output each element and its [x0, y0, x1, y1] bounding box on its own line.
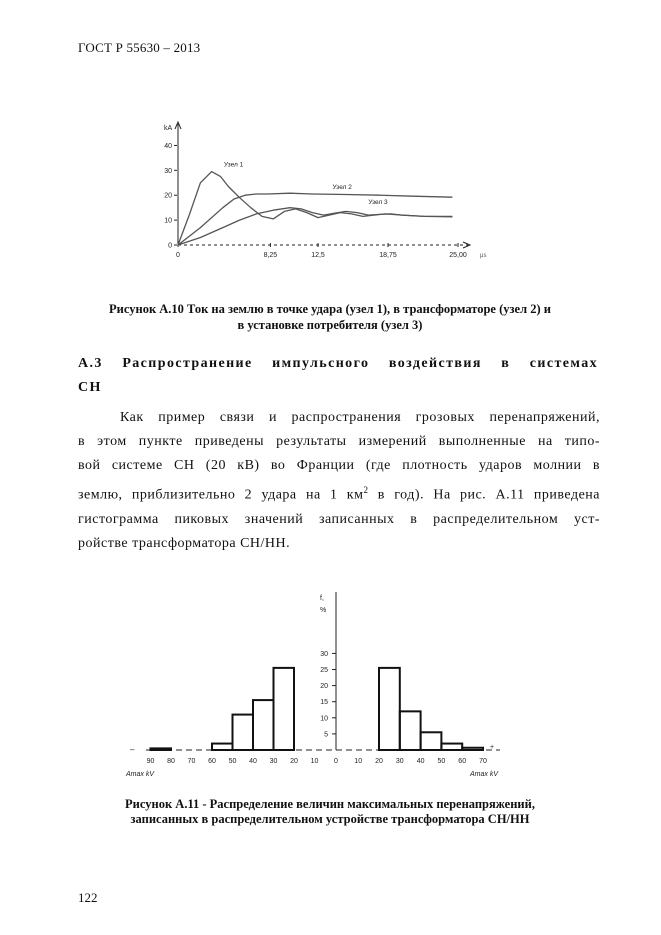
x-tick-label: 70 — [187, 758, 196, 765]
x-tick-label: 0 — [176, 252, 180, 259]
caption-line: в установке потребителя (узел 3) — [237, 318, 423, 332]
x-axis-label-right: Amax kV — [470, 771, 499, 778]
y-tick-label: 20 — [320, 683, 328, 691]
x-tick-label: 25,00 — [449, 252, 467, 259]
series-label: Узел 2 — [332, 184, 352, 191]
y-tick-label: 10 — [164, 217, 172, 225]
x-tick-label: 10 — [354, 758, 363, 765]
x-tick-label: 8,25 — [263, 252, 278, 259]
y-tick-label: 30 — [164, 167, 172, 175]
superscript: 2 — [363, 485, 369, 495]
chart-series — [178, 172, 452, 245]
section-heading — [78, 352, 598, 400]
figure-a11-histogram — [118, 590, 508, 785]
x-unit-label: μs — [480, 253, 487, 259]
x-tick-label: 70 — [479, 758, 487, 765]
page-number: 122 — [78, 890, 98, 905]
series-line — [178, 208, 452, 245]
chart-ticks — [164, 143, 486, 259]
y-tick-label: 15 — [320, 699, 328, 707]
series-line — [178, 172, 452, 245]
paragraph-line: Как пример связи и распространения грозовых перенапряжений, — [120, 410, 600, 425]
document-header: ГОСТ Р 55630 – 2013 — [78, 40, 201, 55]
x-tick-label: 20 — [375, 758, 383, 765]
x-tick-label: 40 — [416, 758, 425, 765]
caption-line: Рисунок А.10 Ток на землю в точке удара (узел 1), в трансформаторе (узел 2) и — [109, 302, 551, 316]
x-tick-label: 60 — [208, 758, 216, 765]
x-tick-label: 10 — [310, 758, 319, 765]
y-tick-label: 10 — [320, 715, 328, 723]
x-tick-label: 0 — [334, 758, 338, 765]
y-axis-unit: % — [320, 607, 327, 614]
x-sign-left: – — [130, 745, 135, 754]
series-label: Узел 1 — [223, 161, 244, 169]
paragraph-line: вой системе СН (20 кВ) во Франции (где плотность ударов молнии в — [78, 458, 600, 473]
section-heading-line: А.3 Распространение импульсного воздействия в системах — [78, 356, 598, 371]
x-tick-label: 12,5 — [311, 252, 325, 259]
y-tick-label: 20 — [164, 192, 172, 200]
series-line — [178, 193, 452, 245]
y-tick-label: 5 — [324, 731, 328, 739]
x-axis-label-left: Amax kV — [126, 771, 155, 778]
histogram-bar — [379, 668, 400, 750]
histogram-bar — [462, 748, 483, 750]
histogram-bar — [253, 700, 274, 750]
paragraph-line: ройстве трансформатора СН/НН. — [78, 535, 291, 551]
histogram-bar — [441, 744, 462, 750]
paragraph-text: землю, приблизительно 2 удара на 1 км — [78, 487, 364, 503]
body-paragraph — [78, 406, 600, 556]
y-tick-label: 40 — [164, 142, 172, 150]
paragraph-text: в год). На рис. А.11 приведена — [368, 487, 601, 503]
x-tick-label: 30 — [269, 758, 278, 765]
histogram-bar — [212, 744, 233, 750]
histogram-bar — [151, 748, 172, 750]
x-tick-label: 50 — [437, 758, 446, 765]
x-tick-label: 80 — [167, 758, 175, 765]
paragraph-line: гистограмма пиковых значений записанных в распределительном уст- — [78, 511, 600, 527]
y-axis-label: kA — [164, 125, 173, 132]
section-heading-line: СН — [78, 380, 102, 395]
paragraph-line — [78, 478, 600, 508]
figure-a11-caption — [60, 797, 600, 827]
x-tick-label: 90 — [146, 758, 155, 765]
y-axis-label: f, — [320, 595, 324, 602]
chart-series-labels — [224, 162, 388, 206]
y-tick-label: 30 — [320, 650, 328, 658]
histogram-bar — [400, 711, 421, 750]
y-tick-label: 0 — [168, 242, 172, 250]
figure-a10-caption — [60, 301, 600, 333]
histogram-bar — [233, 715, 254, 750]
x-tick-label: 30 — [395, 758, 404, 765]
caption-line: записанных в распределительном устройстве трансформатора СН/НН — [130, 812, 530, 826]
caption-line: Рисунок А.11 - Распределение величин максимальных перенапряжений, — [125, 797, 535, 811]
x-sign-right: + — [490, 744, 495, 751]
histogram-bar — [274, 668, 295, 750]
histogram-bars — [151, 668, 484, 750]
x-tick-label: 40 — [249, 758, 257, 765]
x-tick-label: 60 — [458, 758, 467, 765]
paragraph-line: в этом пункте приведены результаты измерений выполненные на типо- — [78, 434, 600, 449]
x-tick-label: 18,75 — [379, 252, 397, 259]
y-tick-label: 25 — [320, 667, 328, 674]
x-tick-label: 20 — [290, 758, 298, 765]
figure-a10-chart — [150, 118, 495, 268]
series-label: Узел 3 — [368, 198, 388, 206]
histogram-bar — [421, 732, 442, 750]
chart-axes — [164, 122, 470, 248]
x-tick-label: 50 — [228, 758, 237, 765]
